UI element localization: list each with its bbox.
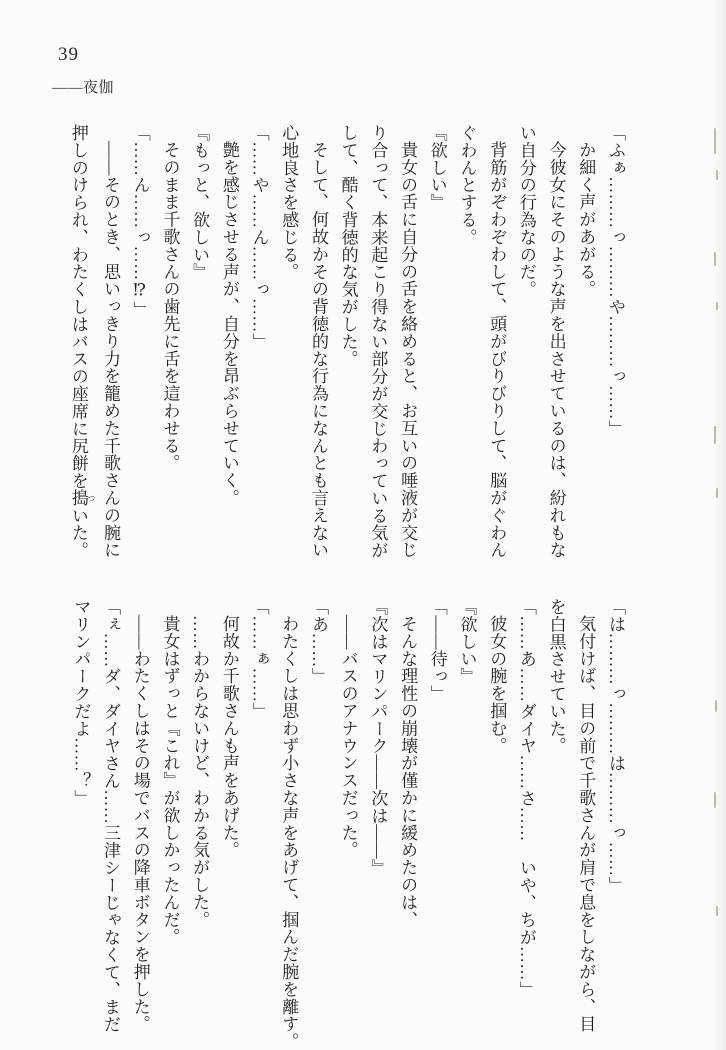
text-line: 艶を感じさせる声が、自分を昂ぶらせていく。	[219, 141, 239, 507]
text-line: 彼女の腕を掴む。	[487, 615, 507, 755]
text-line: ……わからないけど、わかる気がした。	[190, 615, 210, 929]
text-line: ――わたくしはその場でバスの降車ボタンを押した。	[130, 615, 150, 1033]
text-line: ぐわんとする。	[457, 124, 477, 246]
text-line: り合って、本来起こり得ない部分が交じわっている気が	[368, 124, 388, 559]
text-line: 心地良さを感じる。	[279, 124, 299, 281]
text-line: 貴女はずっと『これ』が欲しかったんだ。	[160, 615, 180, 946]
text-line: 「――待っ」	[427, 598, 447, 703]
text-line: 「あ……」	[308, 598, 328, 685]
text-line: 「は………っ………は………っ……」	[606, 598, 625, 894]
text-line: を白黒させていた。	[546, 598, 566, 755]
text-line: 「……あ……ダイヤ……さ…… いや、ちが……」	[516, 598, 536, 999]
text-line: わたくしは思わず小さな声をあげて、掴んだ腕を離す。	[279, 615, 299, 1050]
text-line: そんな理性の崩壊が僅かに緩めたのは、	[398, 615, 418, 929]
scan-artifact	[714, 252, 716, 266]
text-line: 「ぇ……ダ、ダイヤさん……三津シーじゃなくて、まだ	[101, 598, 121, 1033]
text-line: 『欲しい』	[427, 124, 447, 211]
text-line: そして、何故かその背徳的な行為になんとも言えない	[308, 141, 328, 559]
text-line: か細く声があがる。	[576, 141, 596, 298]
scan-artifact	[714, 426, 716, 444]
text-block-top	[60, 124, 630, 586]
text-line: 『もっと、欲しい』	[190, 124, 210, 281]
text-line: 『次はマリンパーク――次は――』	[368, 598, 388, 877]
text-line: 背筋がぞわぞわして、頭がびりびりして、脳がぐわん	[487, 141, 507, 559]
text-line: 『欲しい』	[457, 598, 477, 685]
text-line: い自分の行為なのだ。	[516, 124, 536, 298]
scan-artifact	[716, 906, 718, 916]
text-line: 気付けば、目の前で千歌さんが肩で息をしながら、目	[576, 615, 596, 1033]
scan-edge-shade	[712, 0, 726, 1050]
text-line: 「……ん……っ……⁉」	[130, 124, 150, 319]
text-line: ――そのとき、思いっきり力を籠めた千歌さんの腕に	[101, 141, 121, 559]
chapter-running-header: ――夜伽	[52, 80, 115, 96]
scan-artifact	[716, 170, 718, 180]
text-line: マリンパークだよ……？」	[71, 598, 91, 807]
text-line: 押しのけられ、わたくしはバスの座席に尻餅を搗 ついた。	[68, 124, 96, 560]
text-line: ――バスのアナウンスだった。	[338, 615, 358, 859]
text-line: 今彼女にそのような声を出させているのは、紛れもな	[546, 141, 566, 559]
text-line: そのまま千歌さんの歯先に舌を這わせる。	[160, 141, 180, 472]
scan-artifact	[714, 792, 716, 808]
page-number: 39	[58, 44, 79, 65]
scan-artifact	[716, 488, 718, 498]
text-line: 「……ぁ……」	[249, 598, 269, 720]
text-block-bottom	[60, 598, 630, 1050]
text-line: 何故か千歌さんも声をあげた。	[219, 615, 239, 859]
text-line: 「……や……ん……っ……」	[249, 124, 269, 351]
scan-artifact	[714, 128, 716, 154]
text-line: 貴女の舌に自分の舌を絡めると、お互いの唾液が交じ	[398, 141, 418, 559]
furigana-ruby: 搗 つ	[68, 489, 96, 507]
scan-artifact	[716, 302, 718, 310]
text-line: 「ふぁ………っ………や………っ……」	[606, 124, 625, 438]
scan-artifact	[715, 700, 717, 712]
text-line: して、酷く背徳的な気がした。	[338, 124, 358, 368]
